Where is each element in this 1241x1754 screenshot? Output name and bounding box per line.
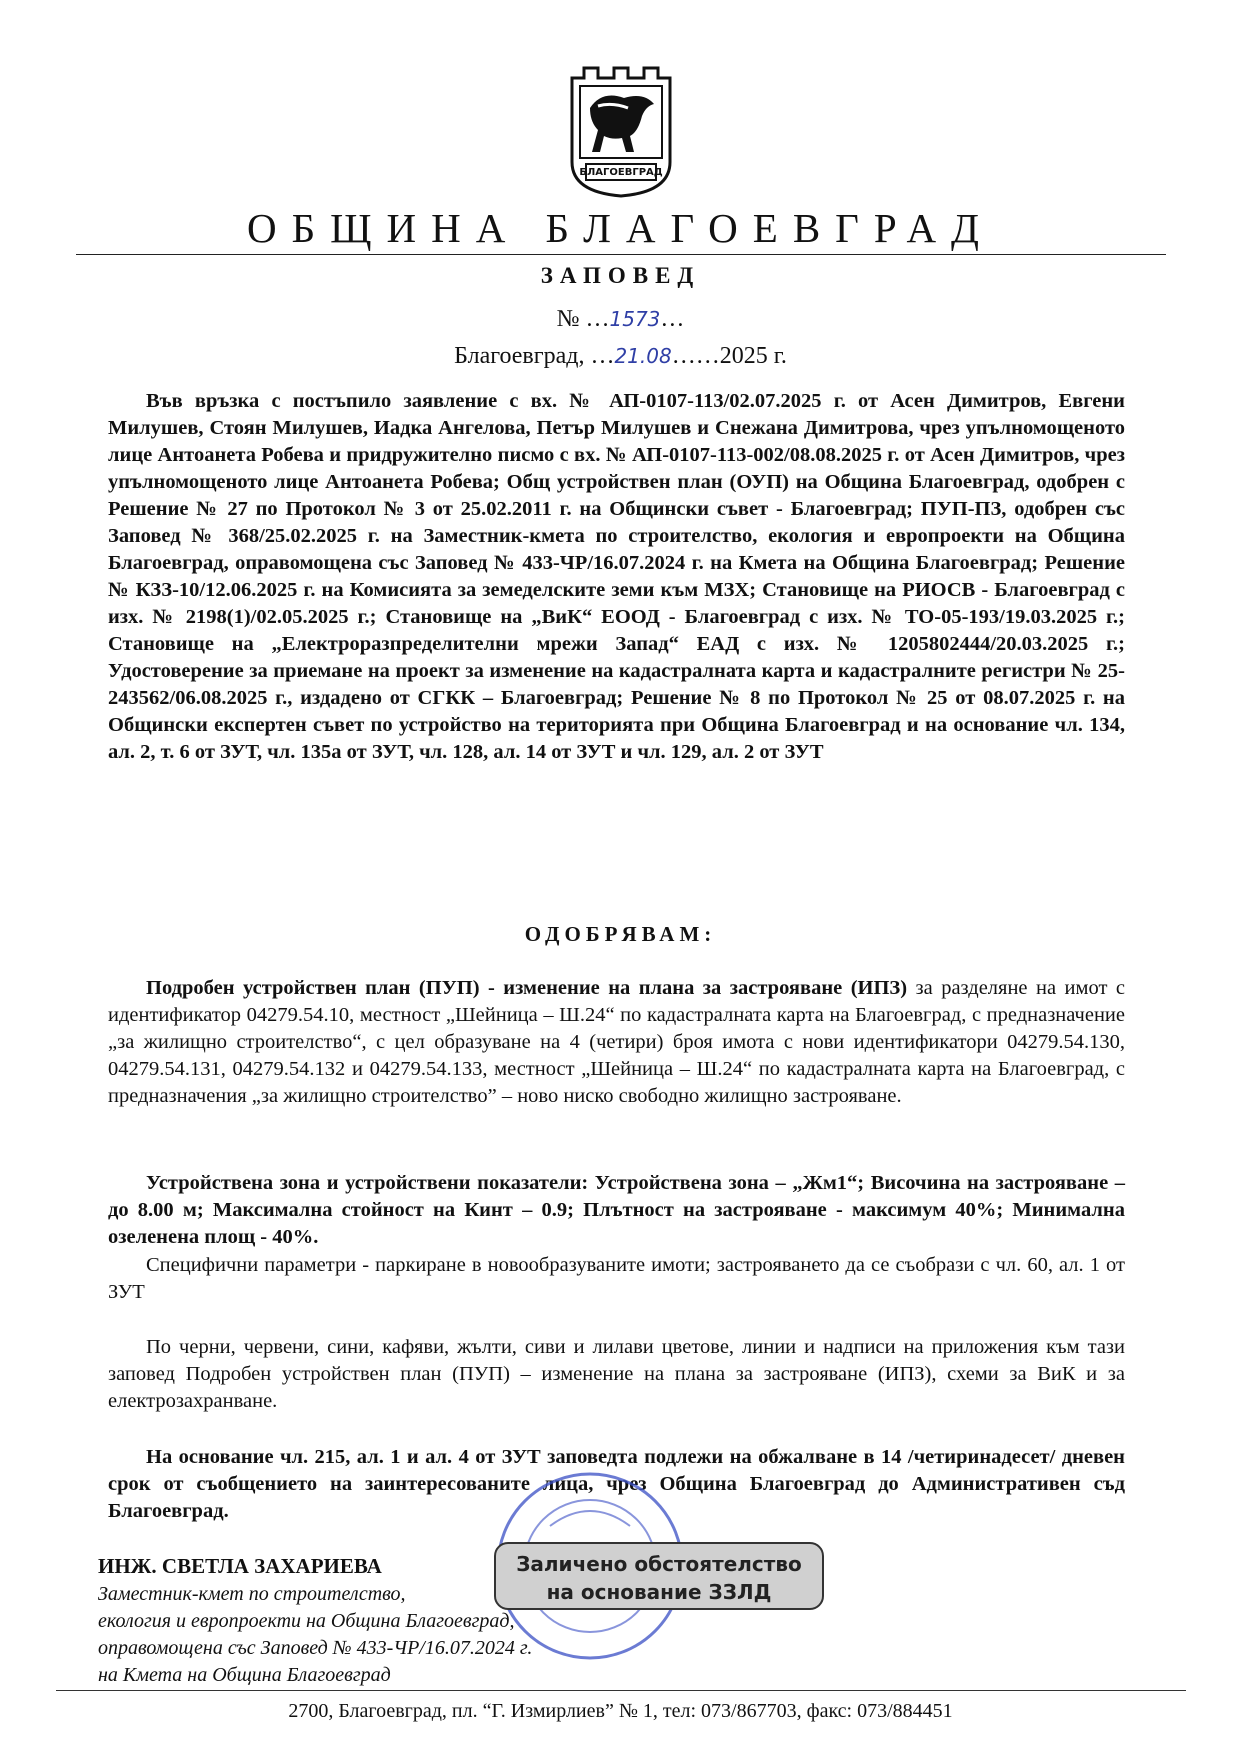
header-divider xyxy=(76,254,1166,255)
approve-heading: ОДОБРЯВАМ: xyxy=(524,922,717,946)
intro-paragraph: Във връзка с постъпило заявление с вх. № АП-0107-113/02.07.2025 г. от Асен Димитров, Евгени Милушев, Стоян Милушев, Иадка Ангелова, Петър Милушев и Снежана Димитрова, чрез упълномощеното лице Антоанета Робева и придружително писмо с вх. № АП-0107-113-002/08.08.2025 г. от Асен Димитров, чрез упълномощеното лице Антоанета Робева; Общ устройствен план (ОУП) на Община Благоевград, одобрен с Решение № 27 по Протокол № 3 от 25.02.2011 г. на Общински съвет - Благоевград; ПУП-ПЗ, одобрен със Заповед № 368/25.02.2025 г. на Заместник-кмета по строителство, екология и европроекти на Община Благоевград, оправомощена със Заповед № 433-ЧР/16.07.2024 г. на Кмета на Община Благоевград; Решение № КЗЗ-10/12.06.2025 г. на Комисията за земеделските земи към МЗХ; Становище на РИОСВ - Благоевград с изх. № 2198(1)/02.05.2025 г.; Становище на „ВиК“ ЕООД - Благоевград с изх. № ТО-05-193/19.03.2025 г.; Становище на „Електроразпределителни мрежи Запад“ ЕАД с изх. № 1205802444/20.03.2025 г.; Удостоверение за приемане на проект за изменение на кадастралната карта и кадастралните регистри № 25-243562/06.08.2025 г., издадено от СГКК – Благоевград; Решение № 8 по Протокол № 25 от 08.07.2025 г. на Общински експертен съвет по устройство на територията при Община Благоевград и на основание чл. 134, ал. 2, т. 6 от ЗУТ, чл. 135а от ЗУТ, чл. 128, ал. 14 от ЗУТ и чл. 129, ал. 2 от ЗУТ xyxy=(108,390,1125,763)
appeal-paragraph: На основание чл. 215, ал. 1 и ал. 4 от ЗУТ заповедта подлежи на обжалване в 14 /четиринадесет/ дневен срок от съобщението на заинтересованите лица, чрез Община Благоевград до Административен съд Благоевград. xyxy=(108,1446,1125,1522)
plan-title: Подробен устройствен план (ПУП) - изменение на плана за застрояване (ИПЗ) xyxy=(146,977,908,999)
date-suffix: ……2025 г. xyxy=(671,343,787,369)
zone-paragraph: Устройствена зона и устройствени показатели: Устройствена зона – „Жм1“; Височина на застрояване – до 8.00 м; Максимална стойност на Кинт – 0.9; Плътност на застрояване - максимум 40%; Минимална озеленена площ - 40%. xyxy=(108,1172,1125,1248)
signatory-name: ИНЖ. СВЕТЛА ЗАХАРИЕВА xyxy=(98,1554,382,1578)
plan-paragraph xyxy=(108,975,1125,1110)
number-prefix: № xyxy=(556,306,586,332)
number-dots-before: … xyxy=(585,306,610,332)
params-paragraph: Специфични параметри - паркиране в новообразуваните имоти; застрояването да се съобрази с чл. 60, ал. 1 от ЗУТ xyxy=(108,1254,1125,1303)
signatory-title-line: Заместник-кмет по строителство, xyxy=(98,1583,406,1605)
blagoevgrad-coat-of-arms-icon xyxy=(568,66,674,198)
handwritten-date: 21.08 xyxy=(614,344,672,368)
footer-divider xyxy=(56,1690,1186,1691)
order-number xyxy=(0,306,1241,333)
redaction-line: Заличено обстоятелство xyxy=(516,1552,802,1576)
colors-paragraph: По черни, червени, сини, кафяви, жълти, сиви и лилави цветове, линии и надписи на приложения към тази заповед Подробен устройствен план (ПУП) – изменение на плана за застрояване (ИПЗ), схеми за ВиК и за електрозахранване. xyxy=(108,1336,1125,1412)
footer-address: 2700, Благоевград, пл. “Г. Измирлиев” № 1, тел: 073/867703, факс: 073/884451 xyxy=(288,1700,953,1722)
number-dots-after: … xyxy=(660,306,685,332)
document-type: ЗАПОВЕД xyxy=(540,263,701,288)
redaction-line: на основание ЗЗЛД xyxy=(546,1580,772,1604)
signatory-title-line: оправомощена със Заповед № 433-ЧР/16.07.2024 г. xyxy=(98,1637,533,1659)
handwritten-number: 1573 xyxy=(609,307,661,331)
crest-caption: БЛАГОЕВГРАД xyxy=(579,167,663,178)
organization-title: ОБЩИНА БЛАГОЕВГРАД xyxy=(246,205,995,251)
place-prefix: Благоевград, … xyxy=(454,343,615,369)
signatory-title-line: екология и европроекти на Община Благоевград, xyxy=(98,1610,515,1632)
signatory-title xyxy=(98,1581,532,1689)
place-date xyxy=(0,343,1241,370)
plan-description: за разделяне на имот с идентификатор 04279.54.10, местност „Шейница – Ш.24“ по кадастралната карта на Благоевград, с предназначение „за жилищно строителство“, с цел образуване на 4 (четири) броя имота с нови идентификатори 04279.54.130, 04279.54.131, 04279.54.132 и 04279.54.133, местност „Шейница – Ш.24“ по кадастралната карта на Благоевград, с предназначения „за жилищно строителство” – ново ниско свободно жилищно застрояване. xyxy=(108,977,1125,1107)
signatory-title-line: на Кмета на Община Благоевград xyxy=(98,1664,391,1686)
redaction-notice xyxy=(494,1542,824,1610)
